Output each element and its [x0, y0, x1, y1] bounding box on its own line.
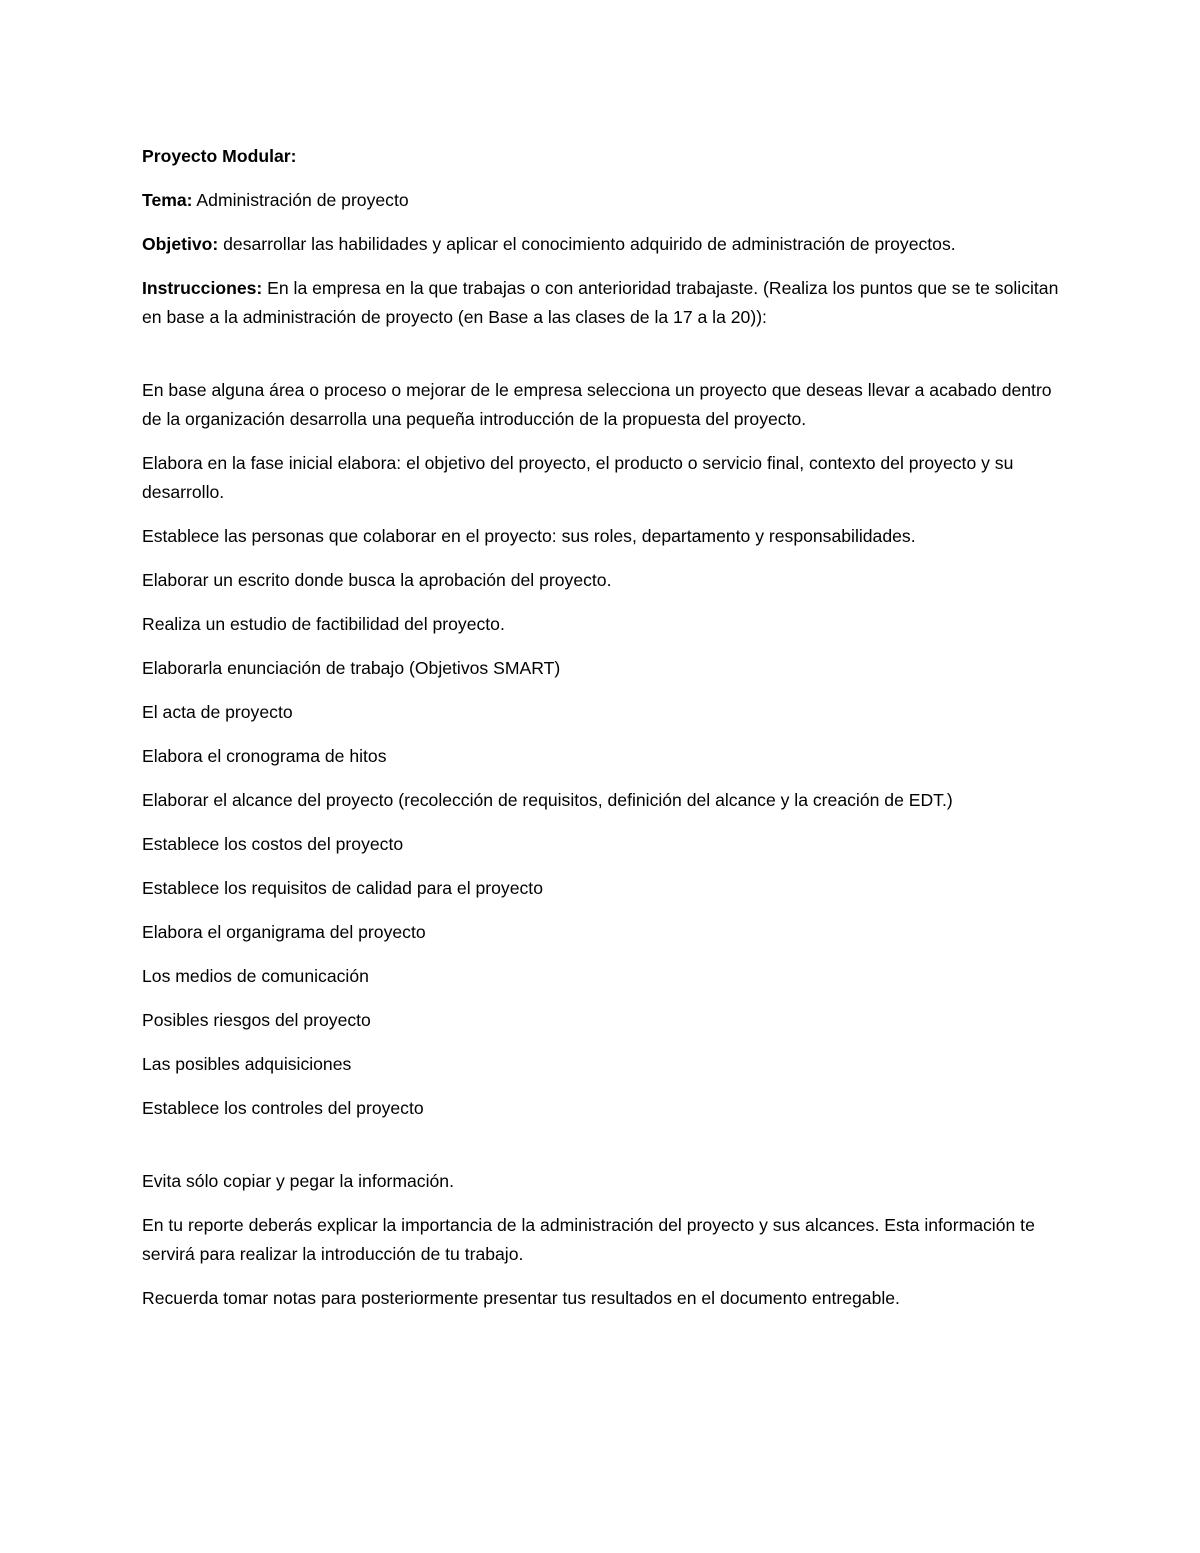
task-item: Elaborar el alcance del proyecto (recolección de requisitos, definición del alcance y la creación de EDT.) [142, 790, 953, 810]
objetivo-value: desarrollar las habilidades y aplicar el conocimiento adquirido de administración de proyectos. [218, 234, 956, 254]
task-item: Establece los costos del proyecto [142, 834, 404, 854]
tema-line [142, 186, 1062, 215]
task-item: En base alguna área o proceso o mejorar de le empresa selecciona un proyecto que deseas llevar a acabado dentro de la organización desarrolla una pequeña introducción de la propuesta del proyecto. [142, 380, 1052, 429]
task-item: El acta de proyecto [142, 702, 293, 722]
task-item: Los medios de comunicación [142, 966, 369, 986]
task-item: Realiza un estudio de factibilidad del proyecto. [142, 614, 505, 634]
task-item: Elabora en la fase inicial elabora: el objetivo del proyecto, el producto o servicio final, contexto del proyecto y su desarrollo. [142, 453, 1014, 502]
instrucciones-value: En la empresa en la que trabajas o con anterioridad trabajaste. (Realiza los puntos que se te solicitan en base a la administración de proyecto (en Base a las clases de la 17 a la 20)): [142, 278, 1059, 327]
document-body [142, 142, 1062, 1328]
instrucciones-line [142, 274, 1062, 332]
task-item: Elabora el cronograma de hitos [142, 746, 387, 766]
tema-value: Administración de proyecto [192, 190, 409, 210]
closing-item: Evita sólo copiar y pegar la información. [142, 1171, 454, 1191]
objetivo-line [142, 230, 1062, 259]
task-list [142, 376, 1062, 1123]
closing-notes [142, 1167, 1062, 1313]
task-item: Elabora el organigrama del proyecto [142, 922, 426, 942]
closing-item: En tu reporte deberás explicar la importancia de la administración del proyecto y sus alcances. Esta información te servirá para realizar la introducción de tu trabajo. [142, 1215, 1035, 1264]
task-item: Posibles riesgos del proyecto [142, 1010, 371, 1030]
closing-item: Recuerda tomar notas para posteriormente presentar tus resultados en el documento entregable. [142, 1288, 900, 1308]
task-item: Establece los requisitos de calidad para el proyecto [142, 878, 543, 898]
task-item: Establece las personas que colaborar en el proyecto: sus roles, departamento y responsabilidades. [142, 526, 916, 546]
tema-label: Tema: [142, 190, 193, 210]
document-title: Proyecto Modular: [142, 146, 297, 166]
task-item: Elaborar un escrito donde busca la aprobación del proyecto. [142, 570, 612, 590]
objetivo-label: Objetivo: [142, 234, 219, 254]
task-item: Establece los controles del proyecto [142, 1098, 424, 1118]
instrucciones-label: Instrucciones: [142, 278, 263, 298]
task-item: Elaborarla enunciación de trabajo (Objetivos SMART) [142, 658, 561, 678]
task-item: Las posibles adquisiciones [142, 1054, 352, 1074]
